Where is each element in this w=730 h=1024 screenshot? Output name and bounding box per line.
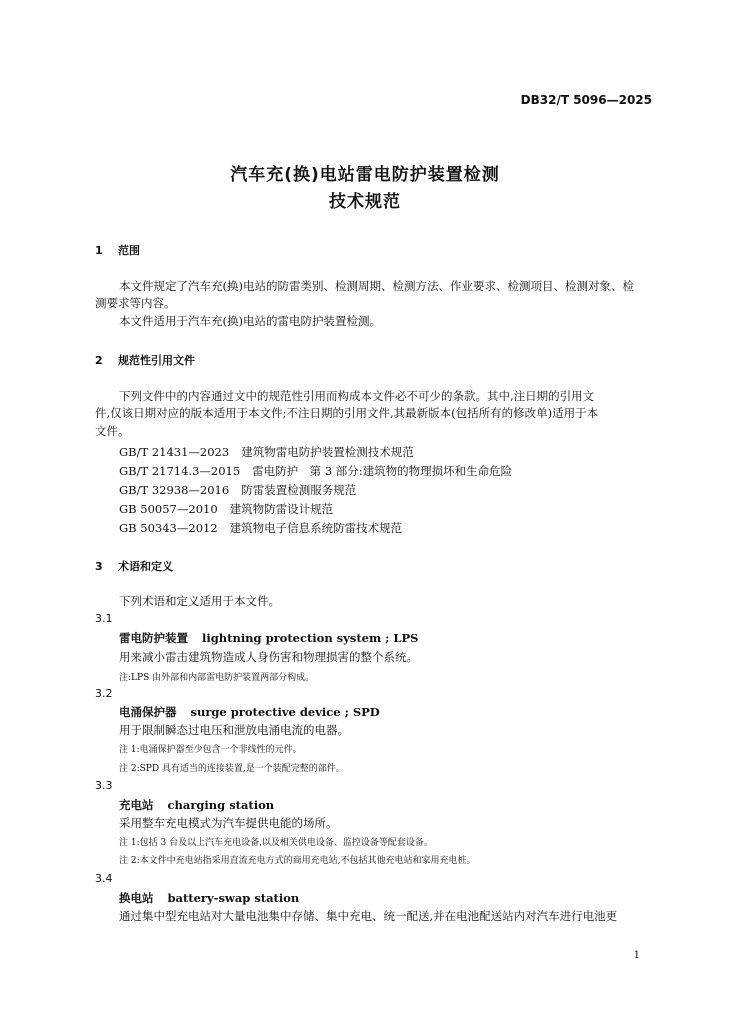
section-number: 1 xyxy=(95,244,103,257)
reference-item xyxy=(119,501,333,517)
section-title: 范围 xyxy=(118,244,140,257)
term-heading xyxy=(119,704,380,720)
reference-code: GB/T 21714.3—2015 xyxy=(119,464,241,478)
term-cn: 电涌保护器 xyxy=(119,705,177,719)
section-title: 规范性引用文件 xyxy=(118,354,195,367)
document-title-line1: 汽车充(换)电站雷电防护装置检测 xyxy=(230,165,500,185)
term-heading xyxy=(119,797,274,813)
section-number: 2 xyxy=(95,354,103,367)
term-definition: 用于限制瞬态过电压和泄放电涌电流的电器。 xyxy=(119,723,349,737)
normative-para-line3: 文件。 xyxy=(95,424,130,438)
term-number: 3.1 xyxy=(95,612,113,625)
term-number: 3.4 xyxy=(95,872,113,885)
reference-code: GB 50057—2010 xyxy=(119,502,218,516)
term-en: battery-swap station xyxy=(167,891,300,905)
section-number: 3 xyxy=(95,560,103,573)
section-3-heading xyxy=(95,558,173,574)
normative-para-line1: 下列文件中的内容通过文中的规范性引用而构成本文件必不可少的条款。其中,注日期的引用文 xyxy=(119,389,595,403)
reference-code: GB/T 21431—2023 xyxy=(119,445,230,459)
section-2-heading xyxy=(95,352,195,368)
terms-intro: 下列术语和定义适用于本文件。 xyxy=(119,594,280,608)
term-heading xyxy=(119,630,418,646)
term-definition: 采用整车充电模式为汽车提供电能的场所。 xyxy=(119,816,338,830)
reference-item xyxy=(119,463,512,479)
term-note: 注 1:电涌保护器至少包含一个非线性的元件。 xyxy=(119,745,302,755)
scope-para1-line1: 本文件规定了汽车充(换)电站的防雷类别、检测周期、检测方法、作业要求、检测项目、检测对象、检 xyxy=(119,279,634,293)
reference-item xyxy=(119,444,414,460)
term-en: surge protective device ; SPD xyxy=(190,705,380,719)
term-cn: 充电站 xyxy=(119,798,154,812)
document-title-line2: 技术规范 xyxy=(329,192,401,212)
normative-para-line2: 件,仅该日期对应的版本适用于本文件;不注日期的引用文件,其最新版本(包括所有的修改单)适用于本 xyxy=(95,406,599,420)
reference-code: GB/T 32938—2016 xyxy=(119,483,230,497)
term-heading xyxy=(119,890,299,906)
reference-item xyxy=(119,482,356,498)
term-definition: 用来减小雷击建筑物造成人身伤害和物理损害的整个系统。 xyxy=(119,650,418,664)
term-note: 注 1:包括 3 台及以上汽车充电设备,以及相关供电设备、监控设备等配套设备。 xyxy=(119,838,433,848)
reference-name: 建筑物电子信息系统防雷技术规范 xyxy=(229,521,403,535)
term-en: charging station xyxy=(167,798,275,812)
standard-number: DB32/T 5096—2025 xyxy=(520,93,652,107)
term-cn: 换电站 xyxy=(119,891,154,905)
term-definition: 通过集中型充电站对大量电池集中存储、集中充电、统一配送,并在电池配送站内对汽车进行电池更 xyxy=(119,909,618,923)
term-note: 注 2:SPD 具有适当的连接装置,是一个装配完整的部件。 xyxy=(119,764,345,774)
term-number: 3.2 xyxy=(95,687,113,700)
term-cn: 雷电防护装置 xyxy=(119,631,188,645)
term-number: 3.3 xyxy=(95,779,113,792)
reference-name: 雷电防护 第 3 部分:建筑物的物理损坏和生命危险 xyxy=(252,464,513,478)
term-en: lightning protection system ; LPS xyxy=(202,631,419,645)
reference-code: GB 50343—2012 xyxy=(119,521,218,535)
section-1-heading xyxy=(95,242,140,258)
section-title: 术语和定义 xyxy=(118,560,173,573)
reference-name: 建筑物雷电防护装置检测技术规范 xyxy=(241,445,414,459)
reference-name: 建筑物防雷设计规范 xyxy=(229,502,334,516)
reference-name: 防雷装置检测服务规范 xyxy=(241,483,357,497)
scope-para1-line2: 测要求等内容。 xyxy=(95,296,176,310)
scope-para2: 本文件适用于汽车充(换)电站的雷电防护装置检测。 xyxy=(119,314,381,328)
term-note: 注 2:本文件中充电站指采用直流充电方式的商用充电站,不包括其他充电站和家用充电桩。 xyxy=(119,856,476,866)
page-number: 1 xyxy=(633,950,640,961)
term-note: 注:LPS 由外部和内部雷电防护装置两部分构成。 xyxy=(119,673,315,683)
reference-item xyxy=(119,520,402,536)
